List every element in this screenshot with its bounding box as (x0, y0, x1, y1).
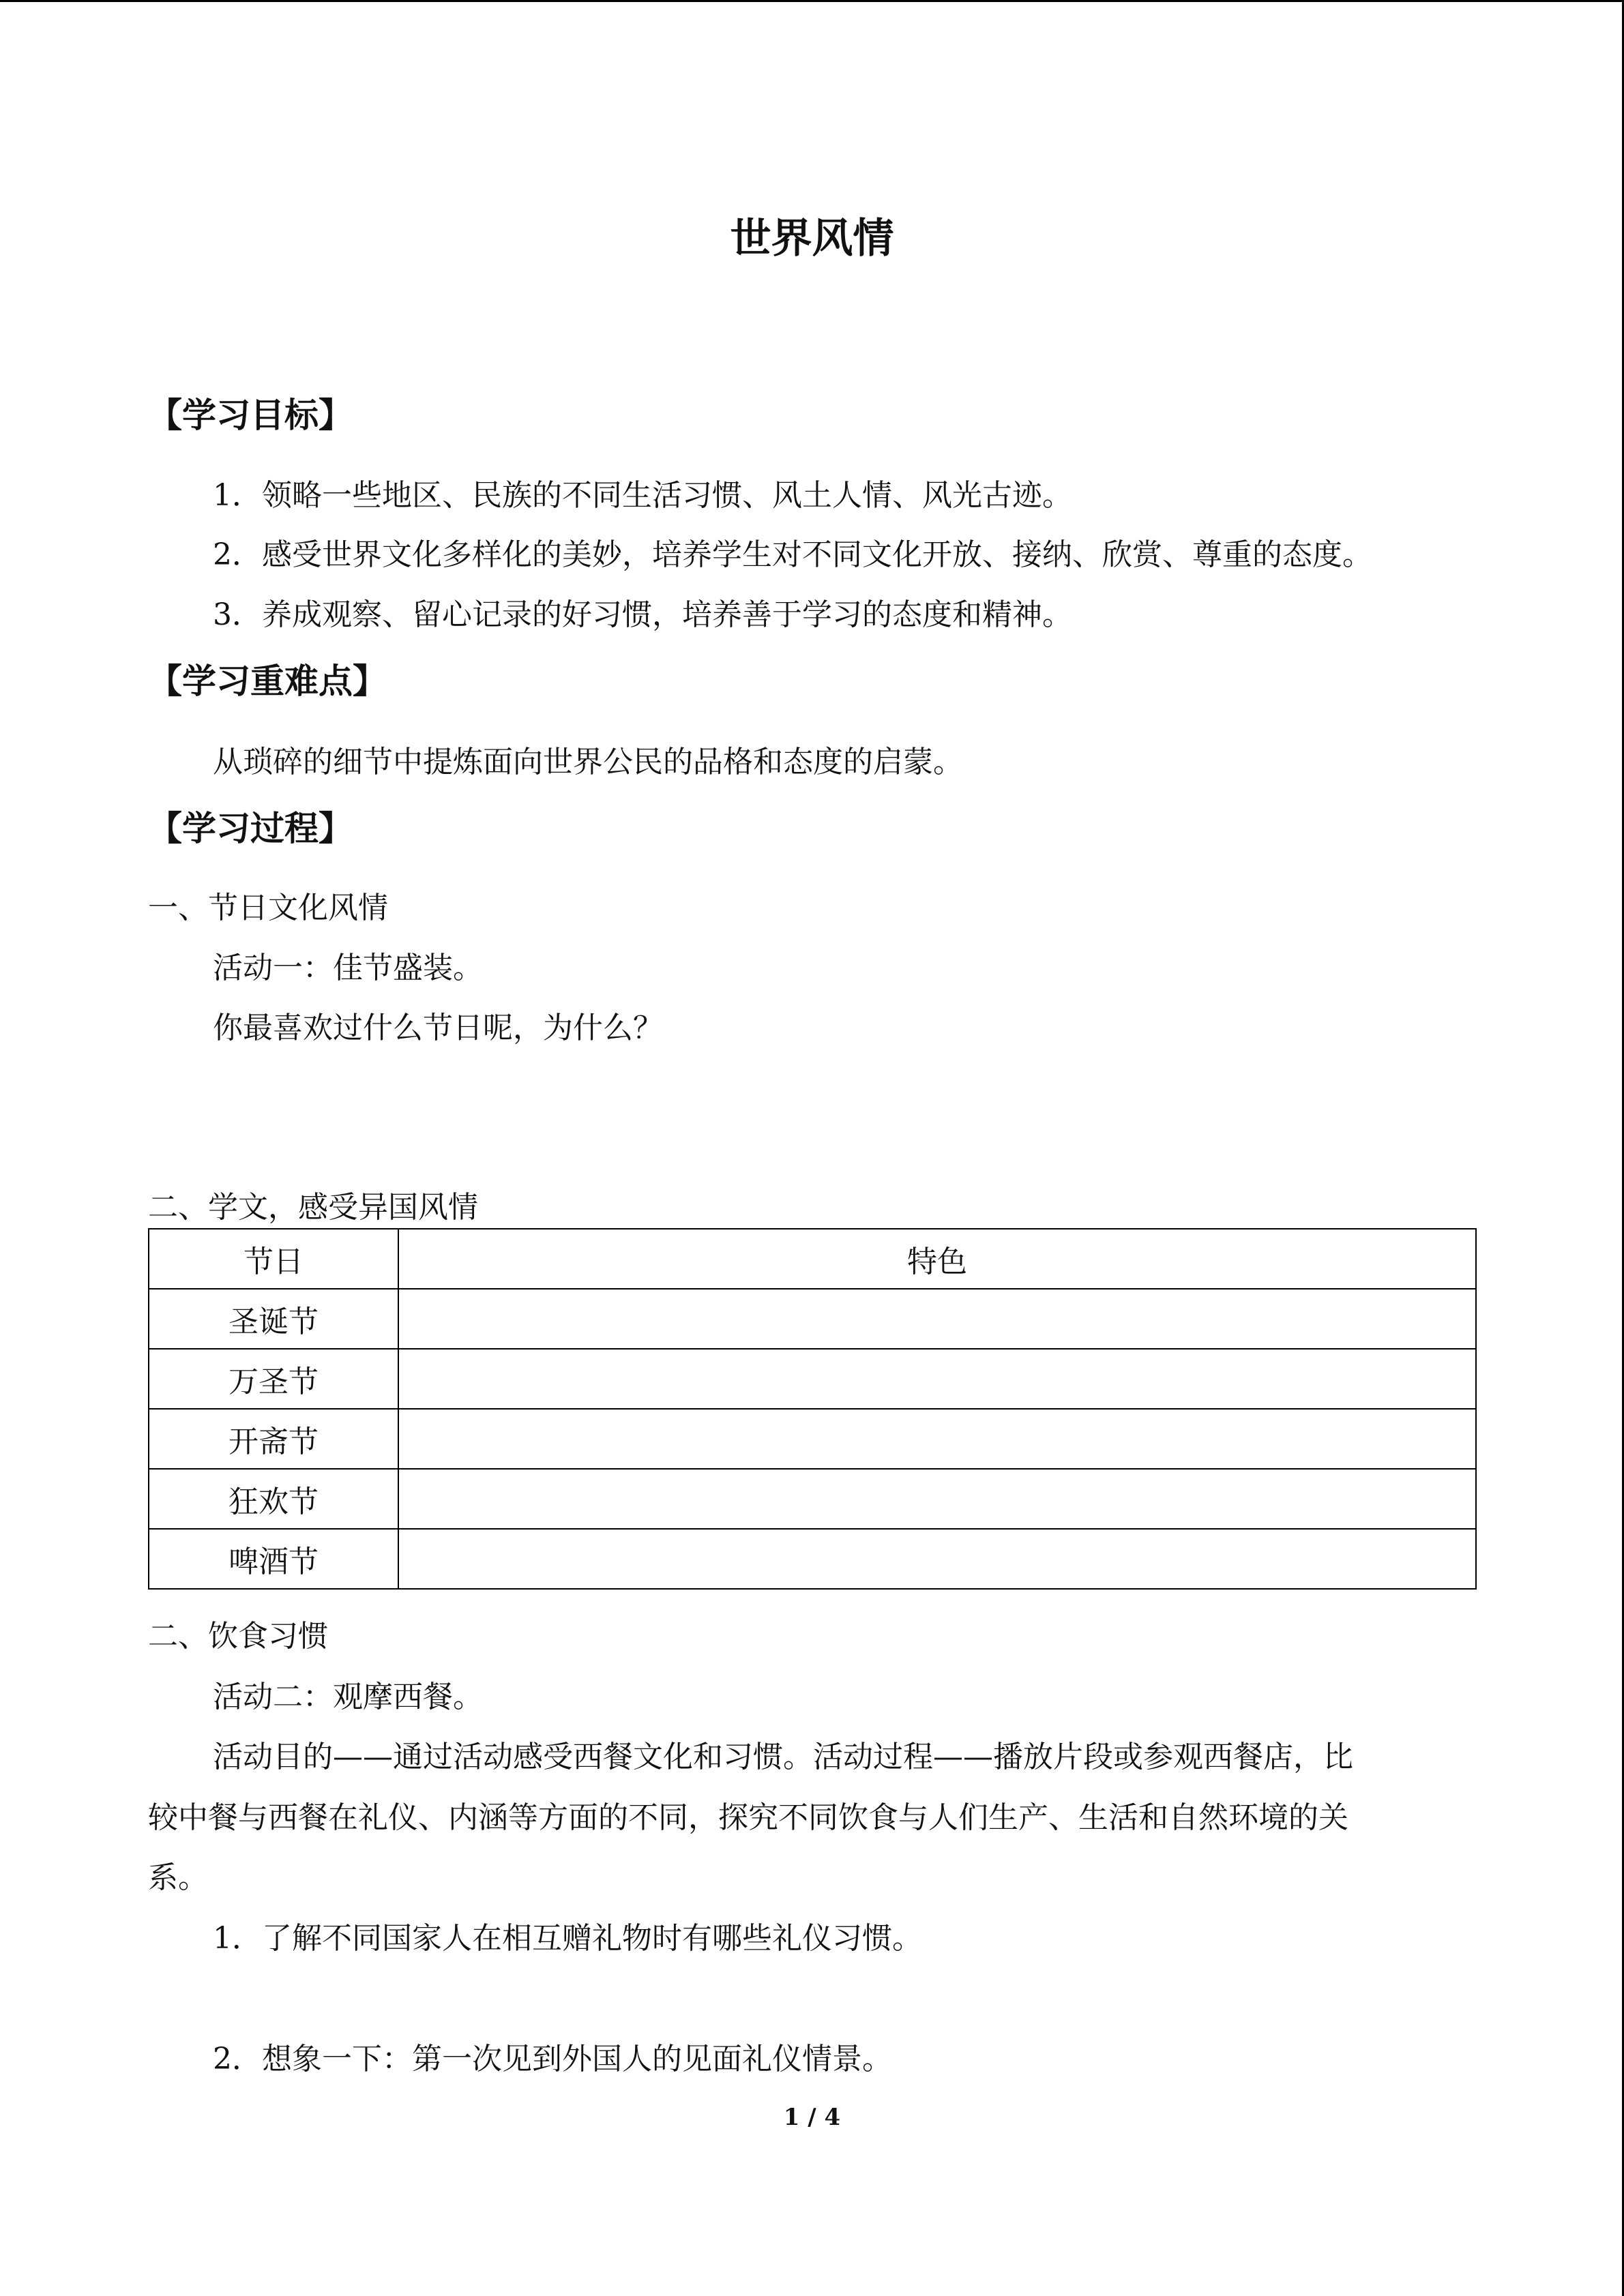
page-title: 世界风情 (730, 215, 894, 263)
festival-name: 狂欢节 (149, 1469, 398, 1529)
festival-name: 圣诞节 (149, 1289, 398, 1349)
section3-paragraph-line-3: 系。 (148, 1860, 208, 1895)
festival-name: 开斋节 (149, 1409, 398, 1469)
table-row (149, 1409, 1476, 1469)
objective-item-3: 3．养成观察、留心记录的好习惯，培养善于学习的态度和精神。 (213, 597, 1072, 632)
festival-table (148, 1228, 1477, 1590)
section3-title: 二、饮食习惯 (148, 1619, 328, 1654)
section1-title: 一、节日文化风情 (148, 891, 388, 925)
section2-title: 二、学文，感受异国风情 (148, 1190, 478, 1225)
table-row (149, 1529, 1476, 1589)
festival-feature-cell[interactable] (398, 1469, 1476, 1529)
table-row (149, 1349, 1476, 1409)
header-festival: 节日 (149, 1229, 398, 1289)
header-feature: 特色 (398, 1229, 1476, 1289)
table-row (149, 1289, 1476, 1349)
festival-name: 啤酒节 (149, 1529, 398, 1589)
page-border-top (0, 0, 1624, 2)
section3-activity: 活动二：观摩西餐。 (213, 1680, 483, 1714)
festival-name: 万圣节 (149, 1349, 398, 1409)
page-number: 1 / 4 (783, 2104, 841, 2131)
section3-item-2: 2．想象一下：第一次见到外国人的见面礼仪情景。 (213, 2042, 892, 2076)
table-row (149, 1469, 1476, 1529)
objective-item-2: 2．感受世界文化多样化的美妙，培养学生对不同文化开放、接纳、欣赏、尊重的态度。 (213, 537, 1372, 572)
process-heading: 【学习过程】 (148, 808, 353, 848)
section3-paragraph-line-2: 较中餐与西餐在礼仪、内涵等方面的不同，探究不同饮食与人们生产、生活和自然环境的关 (148, 1800, 1348, 1835)
festival-feature-cell[interactable] (398, 1349, 1476, 1409)
objectives-heading: 【学习目标】 (148, 395, 353, 435)
table-header-row (149, 1229, 1476, 1289)
festival-feature-cell[interactable] (398, 1529, 1476, 1589)
section1-question: 你最喜欢过什么节日呢，为什么？ (213, 1011, 663, 1045)
festival-feature-cell[interactable] (398, 1289, 1476, 1349)
section1-activity: 活动一：佳节盛装。 (213, 951, 483, 985)
key-points-text: 从琐碎的细节中提炼面向世界公民的品格和态度的启蒙。 (213, 745, 963, 779)
festival-feature-cell[interactable] (398, 1409, 1476, 1469)
section3-paragraph-line-1: 活动目的——通过活动感受西餐文化和习惯。活动过程——播放片段或参观西餐店，比 (213, 1740, 1353, 1774)
objective-item-1: 1．领略一些地区、民族的不同生活习惯、风土人情、风光古迹。 (213, 478, 1072, 513)
section3-item-1: 1．了解不同国家人在相互赠礼物时有哪些礼仪习惯。 (213, 1921, 922, 1956)
key-points-heading: 【学习重难点】 (148, 661, 387, 701)
